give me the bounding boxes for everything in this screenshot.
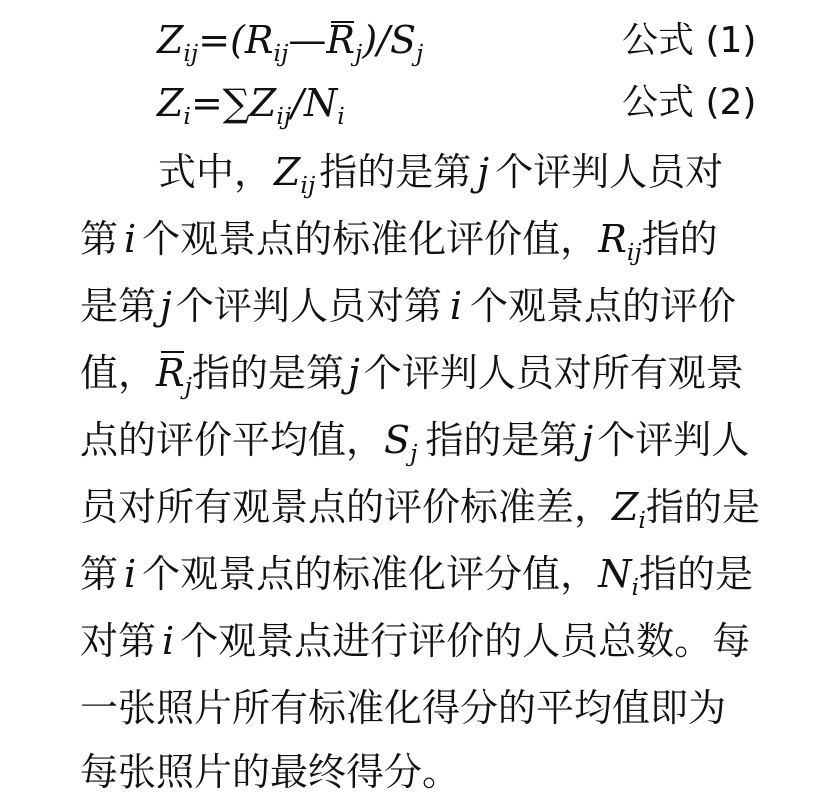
subscript: ij: [300, 170, 316, 199]
subscript: i: [638, 505, 646, 534]
operator: /: [291, 81, 304, 125]
paragraph-line-6: 员对所有观景点的评价标准差，Zi指的是: [80, 485, 760, 534]
var-j: j: [581, 418, 594, 462]
var-z: Z: [157, 81, 184, 125]
paragraph-line-4: 值，Rj指的是第 j 个评判人员对所有观景: [80, 347, 744, 404]
minus-sign: —: [288, 18, 327, 62]
subscript: j: [410, 438, 418, 467]
formula-1-label: 公式 (1): [622, 20, 757, 61]
paragraph-line-7: 第 i 个观景点的标准化评分值，Ni指的是: [80, 552, 753, 601]
operator: )/: [362, 18, 390, 62]
var-i: i: [162, 619, 175, 663]
subscript: j: [355, 38, 363, 67]
paragraph-line-1: 式中，Zij 指的是第 j 个评判人员对: [158, 150, 724, 199]
var-r-bar: R: [156, 347, 185, 399]
paragraph-line-9: 一张照片所有标准化得分的平均值即为: [80, 686, 727, 730]
subscript: ij: [273, 38, 289, 67]
var-z: Z: [612, 485, 639, 529]
subscript: i: [631, 572, 639, 601]
paragraph-line-3: 是第 j 个评判人员对第 i 个观景点的评价: [80, 284, 736, 328]
formula-2-label: 公式 (2): [622, 82, 757, 123]
paragraph-line-2: 第 i 个观景点的标准化评价值，Rij指的: [80, 217, 718, 266]
subscript: j: [416, 38, 424, 67]
paragraph-line-10: 每张照片的最终得分。: [80, 750, 461, 794]
var-j: j: [477, 150, 490, 194]
var-z: Z: [249, 81, 277, 125]
var-r: R: [244, 18, 274, 62]
operator: =∑: [190, 81, 250, 125]
subscript: i: [337, 101, 345, 130]
subscript: ij: [276, 101, 292, 130]
var-n: N: [303, 81, 338, 125]
var-j: j: [347, 351, 360, 395]
var-z: Z: [274, 150, 301, 194]
formula-1: [157, 17, 423, 68]
paragraph-line-8: 对第 i 个观景点进行评价的人员总数。每: [80, 619, 751, 663]
operator: =(: [198, 18, 245, 62]
var-r-bar: R: [326, 18, 356, 62]
var-s: S: [384, 418, 411, 462]
var-z: Z: [157, 18, 184, 62]
subscript: j: [184, 371, 192, 400]
subscript: i: [183, 101, 191, 130]
var-r: R: [598, 217, 627, 261]
subscript: ij: [183, 38, 199, 67]
var-i: i: [124, 552, 137, 596]
subscript: ij: [626, 237, 642, 266]
var-n: N: [598, 552, 632, 596]
var-j: j: [160, 284, 172, 328]
formula-2: [157, 80, 345, 131]
var-i: i: [449, 284, 462, 328]
var-s: S: [389, 18, 417, 62]
var-i: i: [124, 217, 137, 261]
paragraph-line-5: 点的评价平均值，Sj 指的是第 j 个评判人: [80, 418, 750, 467]
